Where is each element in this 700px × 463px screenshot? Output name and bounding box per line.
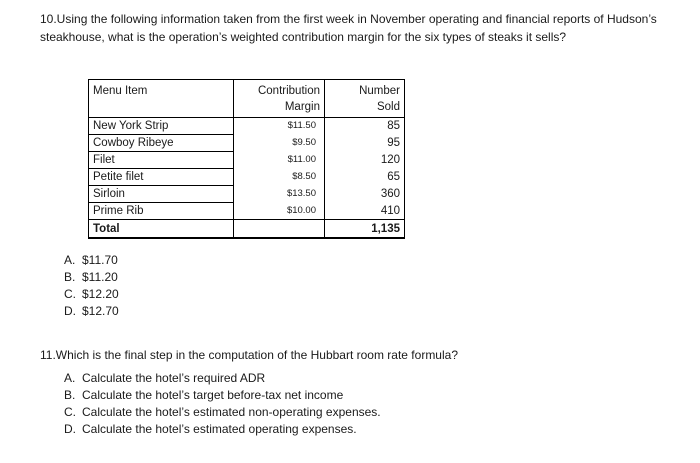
question-11-text: 11.Which is the final step in the computation of the Hubbart room rate formula?: [40, 348, 458, 362]
question-10-options: [64, 252, 119, 320]
option-letter: A.: [64, 253, 76, 267]
row-sold: 65: [325, 169, 405, 186]
row-cm: $10.00: [234, 203, 325, 220]
option-letter: B.: [64, 270, 76, 284]
option-text: Calculate the hotel’s required ADR: [82, 371, 266, 385]
option-letter: C.: [64, 287, 76, 301]
option-text: $12.20: [82, 287, 119, 301]
total-label: Total: [89, 220, 234, 239]
row-cm: $11.50: [234, 118, 325, 135]
row-item: Cowboy Ribeye: [89, 135, 234, 152]
header-contribution-margin: [234, 80, 325, 118]
question-11-options: [64, 370, 381, 438]
header-cm-line2: Margin: [284, 101, 320, 113]
option-d[interactable]: [64, 303, 119, 320]
row-item: Petite filet: [89, 169, 234, 186]
row-cm: $11.00: [234, 152, 325, 169]
question-10-text: 10.Using the following information taken from the first week in November operating and financial reports of Hudson’s steakhouse, what is the operation’s weighted contribution margin for the six types of steaks it sells?: [40, 12, 657, 44]
option-b[interactable]: [64, 269, 119, 286]
option-a[interactable]: [64, 252, 119, 269]
header-menu-item: Menu Item: [89, 80, 234, 118]
option-text: $11.20: [82, 270, 118, 284]
table-row: [89, 169, 405, 186]
row-cm: $8.50: [234, 169, 325, 186]
option-text: Calculate the hotel’s estimated non-operating expenses.: [82, 405, 381, 419]
row-item: New York Strip: [89, 118, 234, 135]
row-cm: $9.50: [234, 135, 325, 152]
option-text: Calculate the hotel’s target before-tax net income: [82, 388, 344, 402]
row-item: Prime Rib: [89, 203, 234, 220]
menu-table: [88, 79, 405, 239]
option-text: $12.70: [82, 304, 119, 318]
row-sold: 360: [325, 186, 405, 203]
row-sold: 95: [325, 135, 405, 152]
option-letter: B.: [64, 388, 76, 402]
option-a[interactable]: [64, 370, 381, 387]
option-letter: A.: [64, 371, 76, 385]
option-c[interactable]: [64, 286, 119, 303]
table-header-row: [89, 80, 405, 118]
row-item: Filet: [89, 152, 234, 169]
table-total-row: [89, 220, 405, 239]
row-sold: 410: [325, 203, 405, 220]
header-num-line2: Sold: [376, 101, 400, 113]
option-b[interactable]: [64, 387, 381, 404]
option-text: Calculate the hotel’s estimated operating expenses.: [82, 422, 357, 436]
row-sold: 120: [325, 152, 405, 169]
row-item: Sirloin: [89, 186, 234, 203]
table-row: [89, 135, 405, 152]
option-d[interactable]: [64, 421, 381, 438]
row-sold: 85: [325, 118, 405, 135]
table-row: [89, 186, 405, 203]
option-letter: D.: [64, 422, 76, 436]
total-sold: 1,135: [325, 220, 405, 239]
option-letter: D.: [64, 304, 76, 318]
row-cm: $13.50: [234, 186, 325, 203]
option-text: $11.70: [82, 253, 118, 267]
table-row: [89, 203, 405, 220]
total-cm: [234, 220, 325, 239]
header-num-line1: Number: [359, 85, 400, 97]
table-row: [89, 118, 405, 135]
header-number-sold: [325, 80, 405, 118]
header-cm-line1: Contribution: [257, 85, 320, 97]
table-row: [89, 152, 405, 169]
option-c[interactable]: [64, 404, 381, 421]
option-letter: C.: [64, 405, 76, 419]
